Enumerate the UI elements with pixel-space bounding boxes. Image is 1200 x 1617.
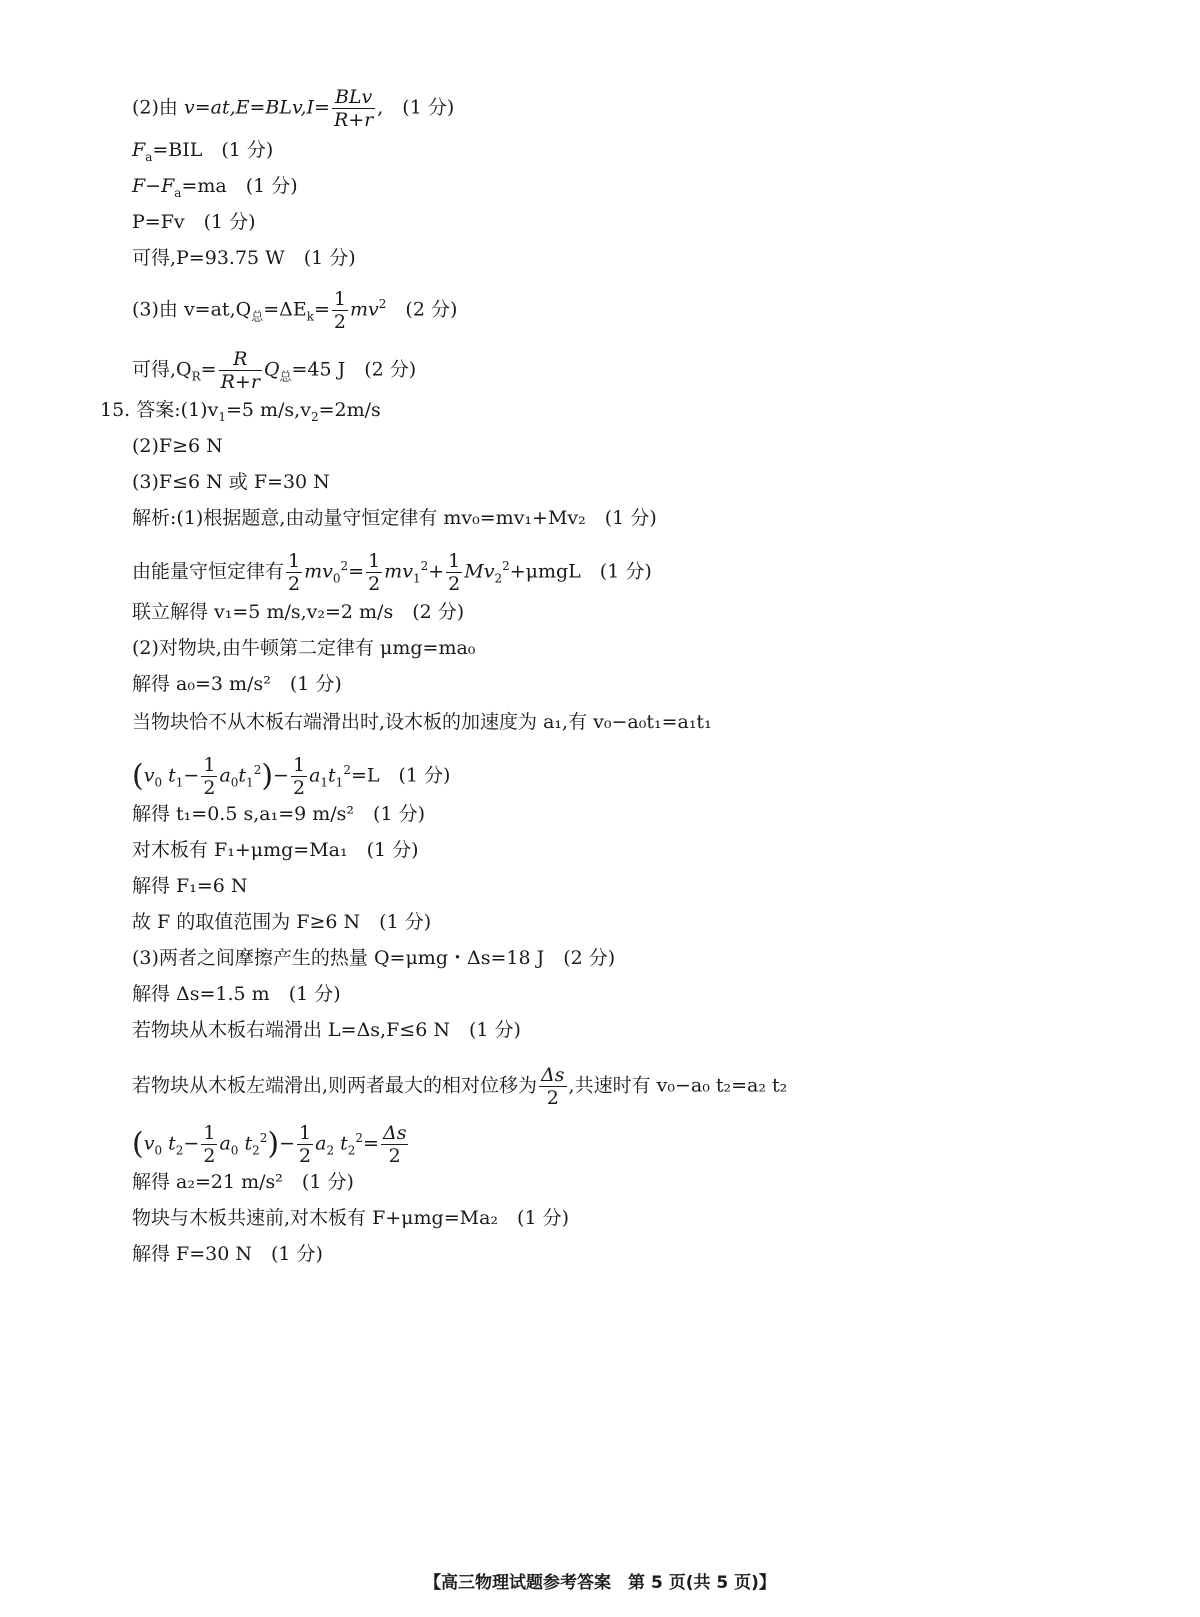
q14-part3-result-line [132,348,416,393]
q15-s3-line2: 解得 Δs=1.5 m (1 分) [132,983,341,1005]
frac-numerator: Δs [541,1064,565,1086]
q15-s2-line5: 解得 t₁=0.5 s,a₁=9 m/s² (1 分) [132,803,425,825]
half-fraction: $\frac{1}{2}$ [292,754,306,799]
q14-part3-prefix: (3)由 v=at,Q [132,298,252,321]
q14-result-line: 可得,P=93.75 W (1 分) [132,247,356,269]
q14-part3-sup: 2 [378,297,387,312]
q14-res-eq: = [200,358,217,381]
frac-denominator: 2 [546,1087,559,1109]
q14-part3-line [132,288,457,333]
page-footer: 【高三物理试题参考答案 第 5 页(共 5 页)】 [424,1573,776,1593]
q14-part2-fraction [332,86,375,131]
q15-s3-line3: 若物块从木板右端滑出 L=Δs,F≤6 N (1 分) [132,1019,521,1041]
q14-part2-score: , (1 分) [377,96,455,119]
q14-part2-eq: v=at,E=BLv,I= [183,96,330,119]
q15-s1-line3: 联立解得 v₁=5 m/s,v₂=2 m/s (2 分) [132,601,465,623]
q15-s1-line2: 由能量守恒定律有 $\frac{1}{2}$ $mv_0^2=$ $\frac{1}{2}$ $mv_1^2+$ $\frac{1}{2}$ $Mv_2^2+\mu mgL$ (1 分) [132,550,652,595]
half-fraction: $\frac{1}{2}$ [299,1122,312,1167]
q15-s3-line8: 解得 F=30 N (1 分) [132,1243,323,1265]
q15-s2-line6: 对木板有 F₁+μmg=Ma₁ (1 分) [132,839,419,861]
q15-answer-3: (3)F≤6 N 或 F=30 N [132,471,330,493]
q15-s1-prefix: 由能量守恒定律有 [132,560,285,583]
half-fraction: $\frac{1}{2}$ [368,550,381,595]
q14-fa-line [132,138,273,169]
q14-power-line: P=Fv (1 分) [132,211,256,233]
q15-s2-line4: ($v_0$ $t_1-$ $\frac{1}{2}$ $a_0t_1^2)-$ $\frac{1}{2}$ $a_1t_1^2=L$ (1 分) [132,754,451,799]
q15-sub2: 2 [310,409,319,424]
q15-s1-tail: +μmgL (1 分) [509,560,652,583]
q14-part3-sub-total: 总 [251,309,264,324]
frac-denominator: R+r [333,109,374,131]
q14-part3-eq: = [314,298,330,321]
q14-res-prefix: 可得,Q [132,358,192,381]
q15-answer-2: (2)F≥6 N [132,435,223,457]
q15-answer-tail: =2m/s [318,399,381,421]
q14-res-sub-total: 总 [279,369,292,384]
q14-fa-symbol: F [132,139,146,161]
q14-part2-prefix: (2)由 [132,96,184,119]
q14-res-sub-r: R [191,369,201,384]
q15-s2-line1: (2)对物块,由牛顿第二定律有 μmg=ma₀ [132,637,476,659]
half-fraction: $\frac{1}{2}$ [203,754,216,799]
q15-s3-line7: 物块与木板共速前,对木板有 F+μmg=Ma₂ (1 分) [132,1207,569,1229]
q15-s2-line2: 解得 a₀=3 m/s² (1 分) [132,673,342,695]
q14-newton-rest: =ma (1 分) [181,175,298,197]
q14-res-q: Q [263,358,280,381]
q14-part3-tail: mv [350,298,379,321]
q15-s3-line1: (3)两者之间摩擦产生的热量 Q=μmg・Δs=18 J (2 分) [132,947,616,969]
q15-s2-line7: 解得 F₁=6 N [132,875,248,897]
q15-s3-line6: 解得 a₂=21 m/s² (1 分) [132,1171,354,1193]
q14-newton-sub: a [174,185,182,200]
q15-s3-line4 [132,1064,787,1109]
q15-s3-line4-fraction [539,1064,566,1109]
q15-s2-line8: 故 F 的取值范围为 F≥6 N (1 分) [132,911,432,933]
frac-numerator: 1 [333,288,347,310]
q14-part3-sub-k: k [306,309,314,324]
q14-res-tail: =45 J (2 分) [291,358,417,381]
frac-denominator: R+r [220,371,260,393]
q15-s2-line4-tail: =L (1 分) [350,764,451,787]
half-fraction: $\frac{1}{2}$ [288,550,301,595]
q15-s3-line5: ($v_0$ $t_2-$ $\frac{1}{2}$ $a_0$ $t_2^2)-$ $\frac{1}{2}$ $a_2$ $t_2^2=$ $\frac{\Delta s}{2}$ [132,1122,407,1167]
q15-s3-line5-fraction [381,1122,408,1167]
q14-part3-half [332,288,348,333]
q14-newton-line [132,174,298,205]
q15-answer-head: 15. 答案:(1)v [100,399,219,421]
frac-numerator: R [219,348,262,371]
half-fraction: $\frac{1}{2}$ [203,1122,216,1167]
q14-fa-rest: =BIL (1 分) [152,139,274,161]
q15-answer-mid: =5 m/s,v [225,399,311,421]
half-fraction: $\frac{1}{2}$ [448,550,461,595]
q14-part3-mid: =ΔE [263,298,307,321]
q15-sub1: 1 [218,409,226,424]
q14-fa-sub: a [145,149,153,164]
q14-part2-line [132,86,454,131]
q14-newton-lhs: F−F [132,175,175,197]
frac-denominator: 2 [333,311,347,333]
q14-part3-score: (2 分) [386,298,458,321]
q15-s2-line3: 当物块恰不从木板右端滑出时,设木板的加速度为 a₁,有 v₀−a₀t₁=a₁t₁ [132,711,712,733]
q15-s1-line1: 解析:(1)根据题意,由动量守恒定律有 mv₀=mv₁+Mv₂ (1 分) [132,507,657,529]
q15-answer-line [100,398,381,429]
frac-numerator: BLv [332,86,375,109]
frac-denominator: 2 [388,1145,401,1167]
q14-res-fraction [219,348,262,393]
q15-s3-line4-prefix: 若物块从木板左端滑出,则两者最大的相对位移为 [132,1074,538,1097]
frac-numerator: Δs [382,1122,407,1144]
q15-s3-line4-tail: ,共速时有 v₀−a₀ t₂=a₂ t₂ [568,1074,788,1097]
